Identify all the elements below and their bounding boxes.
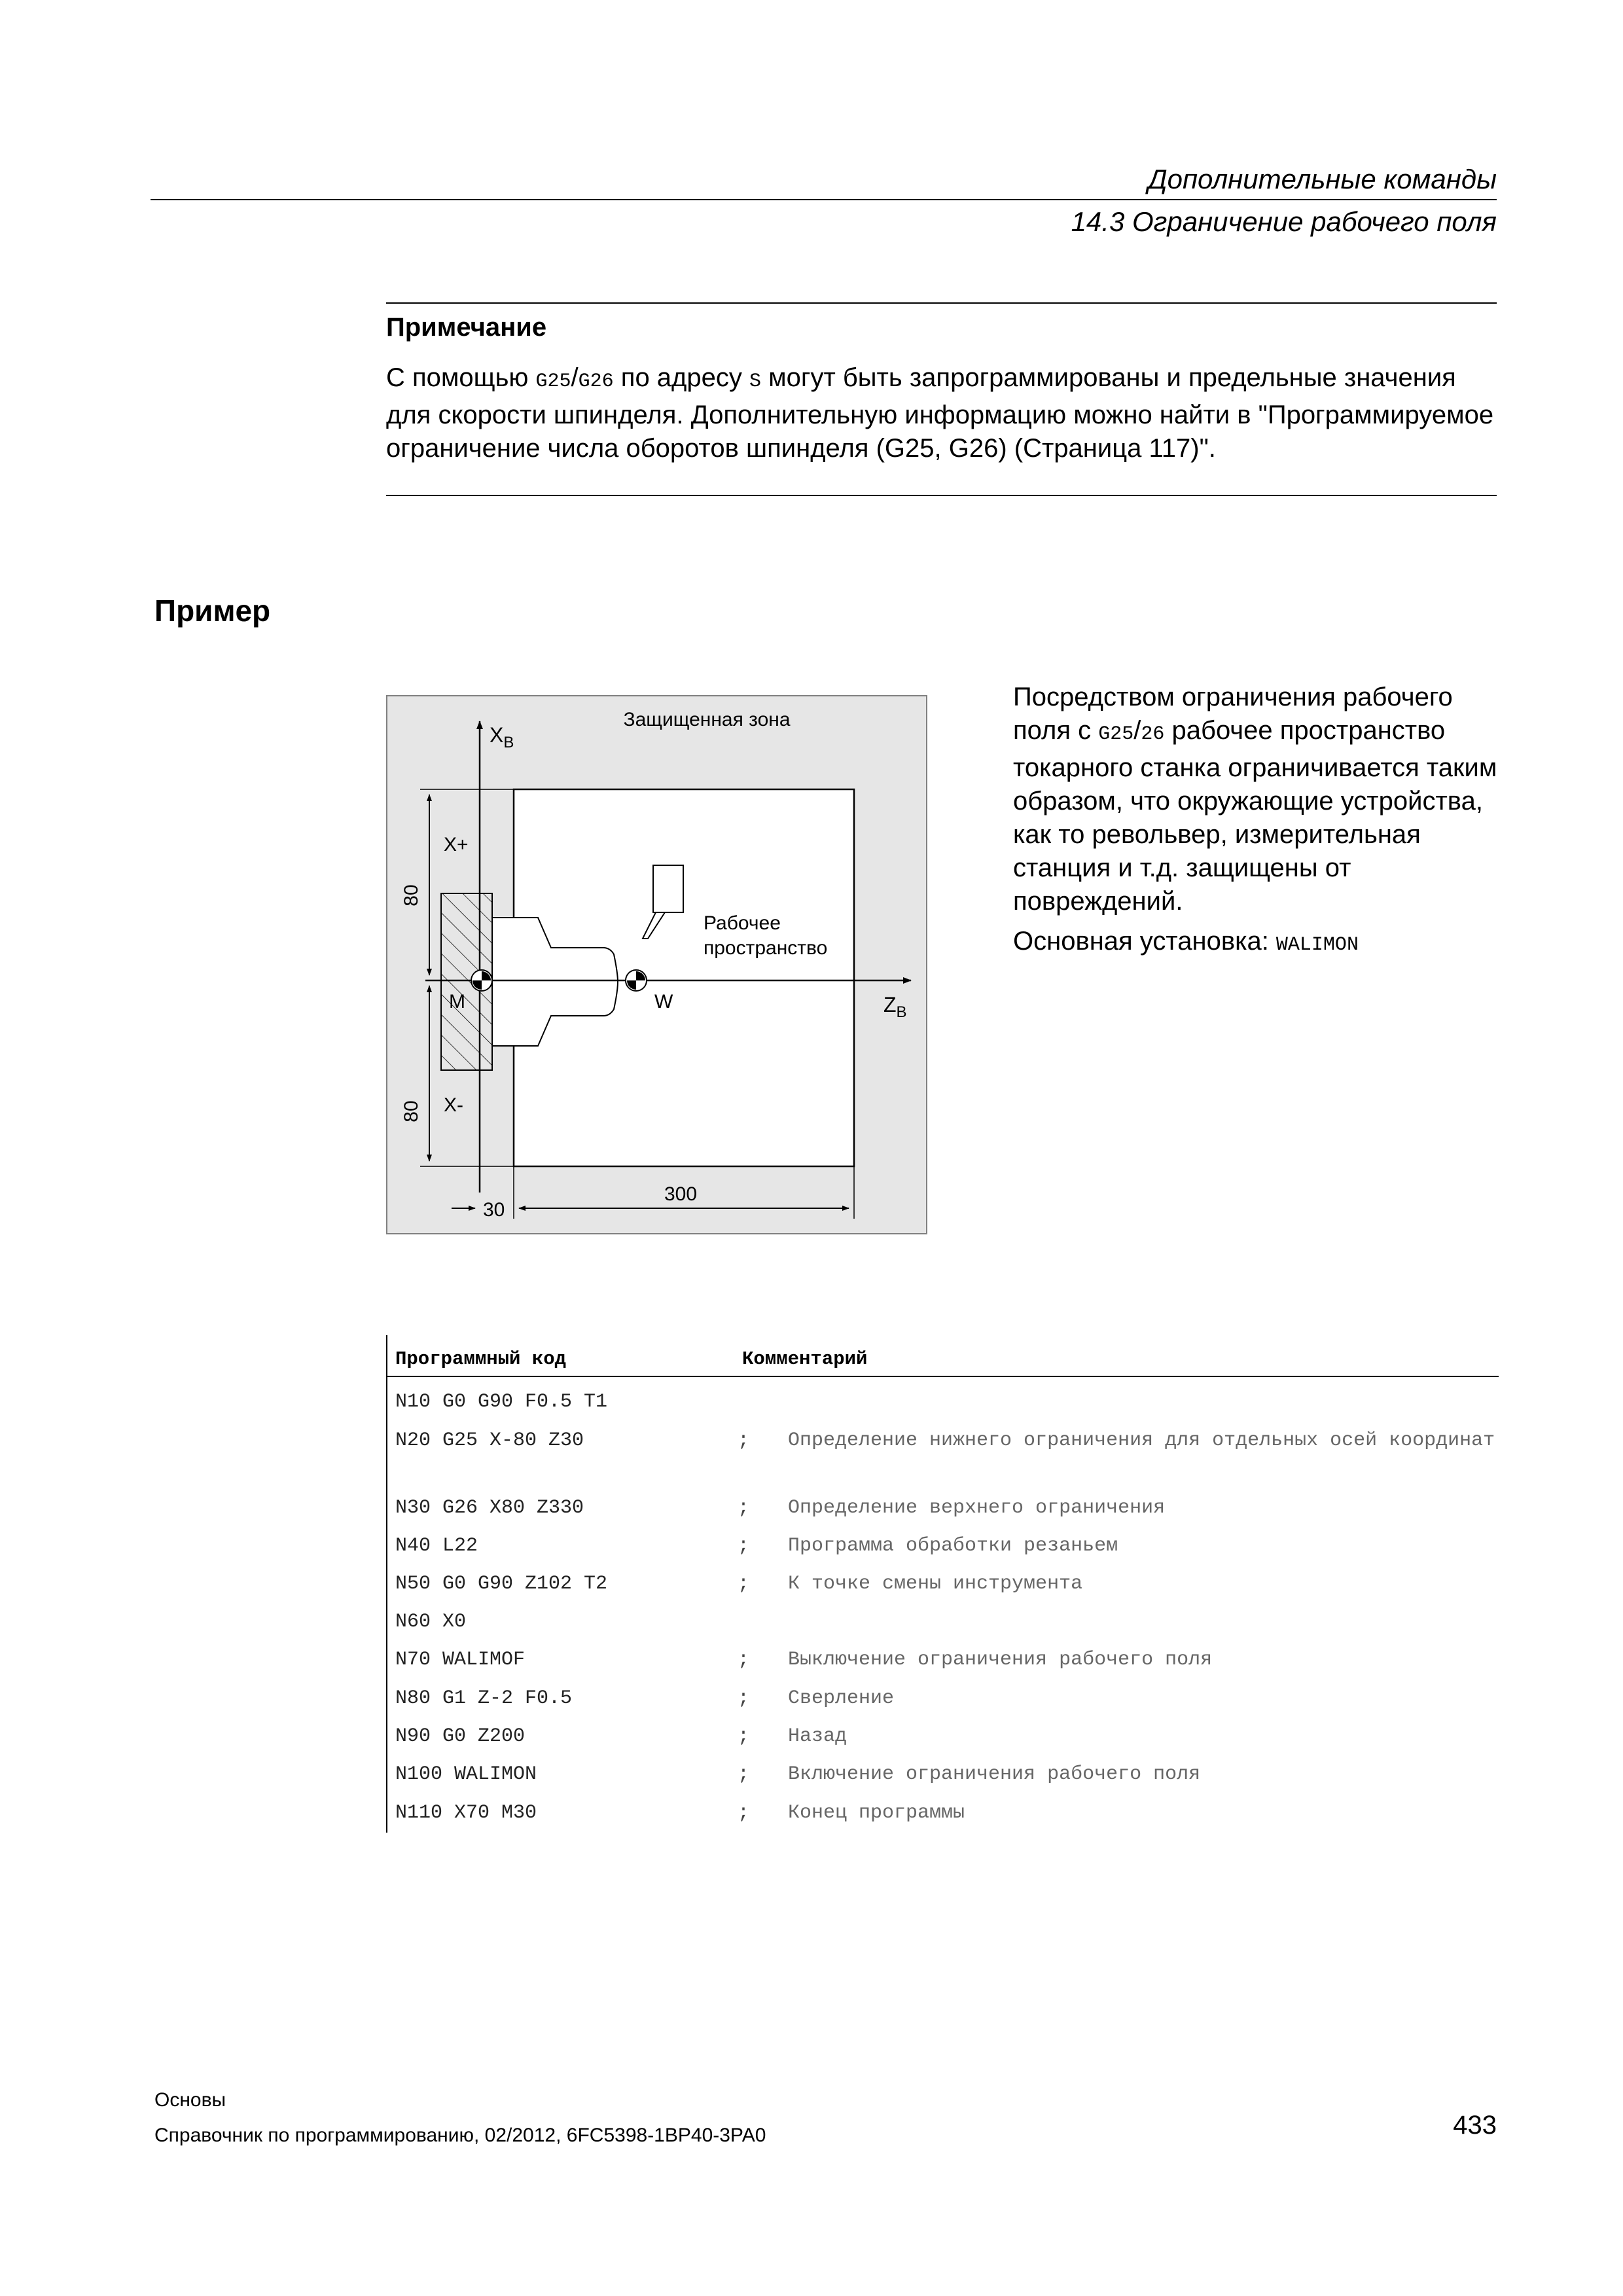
row-semicolon: ;	[738, 1497, 750, 1519]
note-text-part: могут быть запрограммированы и предельные значения для скорости шпинделя. Дополнительную информацию можно найти в "Программируемое ограничение числа оборотов шпинделя (G25, G26) (Страница 117)".	[386, 363, 1494, 463]
footer-book: Основы	[154, 2089, 226, 2111]
row-comment: Конец программы	[788, 1802, 965, 1824]
note-text-part: по адресу	[613, 363, 749, 392]
zb-sub: B	[896, 1003, 907, 1021]
machine-zero-marker	[471, 970, 492, 991]
description-text: рабочее пространство токарного станка ограничивается таким образом, что окружающие устройства, как то револьвер, измерительная станция и т.д. защищены от повреждений.	[1013, 716, 1497, 916]
row-semicolon: ;	[738, 1573, 750, 1595]
zb-main: Z	[883, 993, 897, 1016]
row-semicolon: ;	[738, 1429, 750, 1452]
code-s: S	[749, 370, 762, 393]
tool-holder	[653, 865, 683, 912]
x-plus-label: X+	[444, 834, 469, 855]
note-title: Примечание	[386, 313, 547, 342]
section-title: 14.3 Ограничение рабочего поля	[1071, 206, 1497, 237]
row-code: N50 G0 G90 Z102 T2	[395, 1573, 608, 1595]
code-g25: G25	[535, 370, 571, 393]
dim-80-bottom: 80	[401, 1100, 422, 1122]
page-number: 433	[1453, 2111, 1497, 2140]
row-code: N80 G1 Z-2 F0.5	[395, 1687, 573, 1710]
code-26: 26	[1141, 723, 1165, 745]
work-area-label-2: пространство	[704, 937, 828, 959]
chapter-title: Дополнительные команды	[1148, 164, 1497, 194]
row-code: N20 G25 X-80 Z30	[395, 1429, 584, 1452]
xb-sub: B	[503, 734, 514, 751]
col-header-comment: Комментарий	[742, 1348, 868, 1370]
row-semicolon: ;	[738, 1763, 750, 1785]
example-heading: Пример	[154, 594, 271, 628]
row-semicolon: ;	[738, 1649, 750, 1671]
row-semicolon: ;	[738, 1725, 750, 1748]
description-text: Посредством ограничения рабочего поля с	[1013, 683, 1453, 745]
dim-30: 30	[483, 1199, 505, 1221]
code-g26: G26	[578, 370, 614, 393]
basic-setting-label: Основная установка:	[1013, 927, 1276, 956]
protected-zone-label: Защищенная зона	[623, 709, 791, 730]
label-m: M	[449, 991, 465, 1013]
row-code: N10 G0 G90 F0.5 T1	[395, 1391, 608, 1413]
row-comment: Определение верхнего ограничения	[788, 1497, 1166, 1519]
row-semicolon: ;	[738, 1535, 750, 1557]
row-semicolon: ;	[738, 1687, 750, 1710]
note-top-rule	[386, 302, 1497, 304]
basic-setting-code: WALIMON	[1275, 934, 1359, 956]
row-code: N70 WALIMOF	[395, 1649, 526, 1671]
footer-reference: Справочник по программированию, 02/2012, 6FC5398-1BP40-3PA0	[154, 2125, 766, 2146]
note-slash: /	[571, 363, 579, 392]
dim-80-top: 80	[401, 884, 422, 906]
col-header-code: Программный код	[395, 1348, 567, 1370]
header-rule	[151, 199, 1497, 200]
work-area-label-1: Рабочее	[704, 912, 781, 934]
table-left-rule	[386, 1335, 387, 1833]
work-area-diagram	[386, 695, 927, 1234]
workpiece-zero-marker	[626, 970, 647, 991]
example-description	[1013, 681, 1497, 962]
row-code: N100 WALIMON	[395, 1763, 537, 1785]
note-text	[386, 361, 1499, 465]
code-g25: G25	[1098, 723, 1134, 745]
row-semicolon: ;	[738, 1802, 750, 1824]
description-paragraph	[1013, 681, 1497, 918]
label-w: W	[654, 991, 673, 1013]
row-comment: Программа обработки резаньем	[788, 1535, 1118, 1557]
row-comment: Определение нижнего ограничения для отдельных осей координат	[788, 1429, 1495, 1452]
description-slash: /	[1133, 716, 1141, 745]
row-code: N90 G0 Z200	[395, 1725, 526, 1748]
row-code: N30 G26 X80 Z330	[395, 1497, 584, 1519]
table-header-rule	[386, 1376, 1499, 1377]
row-comment: Включение ограничения рабочего поля	[788, 1763, 1201, 1785]
row-comment: К точке смены инструмента	[788, 1573, 1083, 1595]
row-code: N40 L22	[395, 1535, 478, 1557]
xb-main: X	[490, 723, 504, 747]
dim-300: 300	[664, 1183, 698, 1205]
note-bottom-rule	[386, 495, 1497, 496]
row-comment: Назад	[788, 1725, 847, 1748]
row-code: N60 X0	[395, 1611, 467, 1633]
row-comment: Выключение ограничения рабочего поля	[788, 1649, 1213, 1671]
x-minus-label: X-	[444, 1094, 463, 1116]
row-code: N110 X70 M30	[395, 1802, 537, 1824]
note-text-part: С помощью	[386, 363, 536, 392]
basic-setting	[1013, 925, 1497, 962]
row-comment: Сверление	[788, 1687, 895, 1710]
